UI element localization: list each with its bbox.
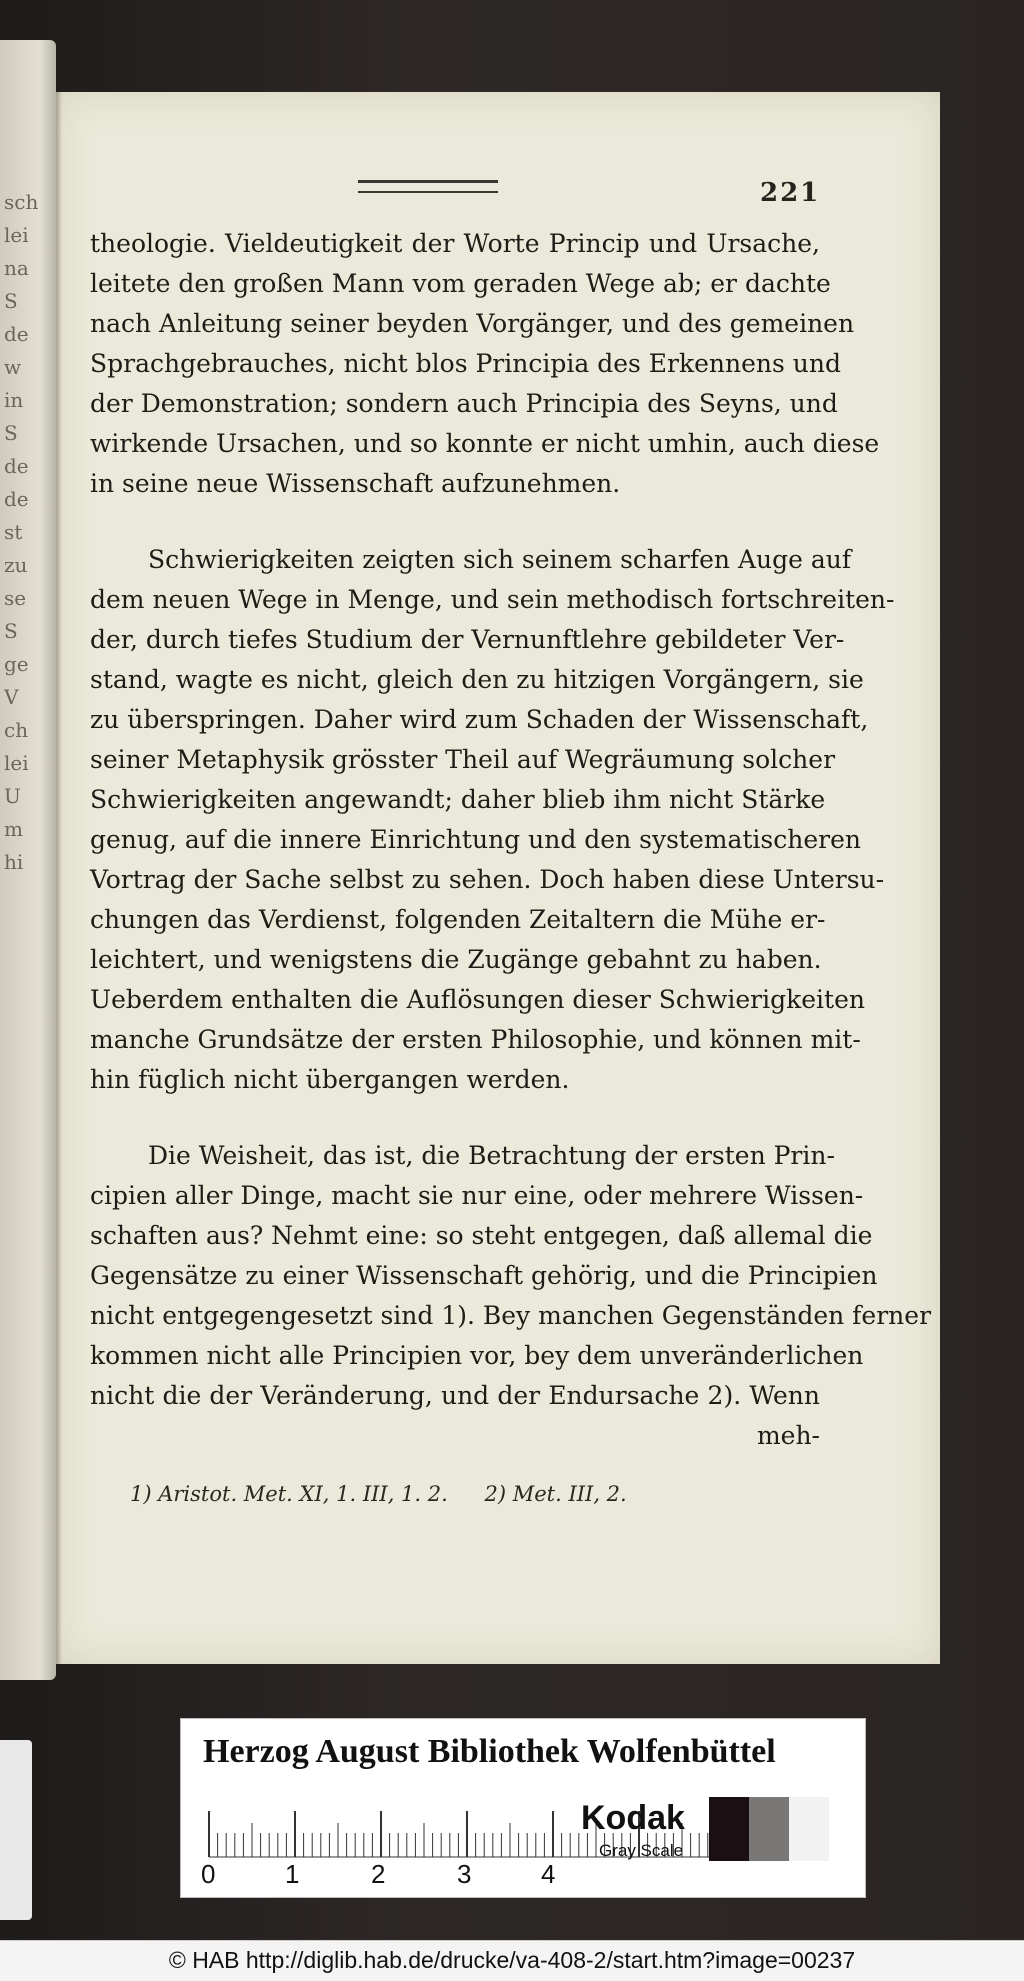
left-page-fragment: m [4, 817, 23, 841]
left-page-fragment: in [4, 388, 24, 412]
page-number: 221 [760, 178, 821, 208]
text-line: cipien aller Dinge, macht sie nur eine, oder mehrere Wissen- [90, 1181, 864, 1210]
page-shadow [56, 92, 62, 1664]
left-page-fragment: lei [4, 751, 29, 775]
left-page-fragment: se [4, 586, 27, 610]
text-line: nicht entgegengesetzt sind 1). Bey manchen Gegenständen ferner [90, 1301, 932, 1330]
text-line: Ueberdem enthalten die Auflösungen dieser Schwierigkeiten [90, 985, 865, 1014]
left-page-fragment: S [4, 421, 18, 445]
side-tab [0, 1740, 32, 1920]
left-page-fragment: de [4, 487, 29, 511]
left-page-fragment: st [4, 520, 23, 544]
library-name: Herzog August Bibliothek Wolfenbüttel [203, 1733, 776, 1770]
footnote-2: 2) Met. III, 2. [484, 1482, 627, 1506]
paragraph-gap [90, 504, 820, 540]
ruler-numbers [201, 1859, 761, 1889]
color-calibration-bar [180, 1718, 866, 1898]
text-line: der Demonstration; sondern auch Principia des Seyns, und [90, 389, 838, 418]
text-line: nach Anleitung seiner beyden Vorgänger, und des gemeinen [90, 309, 855, 338]
text-line: zu überspringen. Daher wird zum Schaden der Wissenschaft, [90, 705, 869, 734]
text-line: Schwierigkeiten zeigten sich seinem scharfen Auge auf [148, 545, 852, 574]
left-page-fragment: zu [4, 553, 28, 577]
left-page-fragment: de [4, 454, 29, 478]
left-page-fragment: ch [4, 718, 29, 742]
paragraph-gap [90, 1100, 820, 1136]
left-page-fragment: de [4, 322, 29, 346]
text-line: dem neuen Wege in Menge, und sein methodisch fortschreiten- [90, 585, 895, 614]
body-text [90, 224, 932, 1456]
header-rule [358, 180, 498, 193]
text-line: theologie. Vieldeutigkeit der Worte Princip und Ursache, [90, 229, 820, 258]
text-line: manche Grundsätze der ersten Philosophie, und können mit- [90, 1025, 861, 1054]
text-line: leichtert, und wenigstens die Zugänge gebahnt zu haben. [90, 945, 822, 974]
text-line: hin füglich nicht übergangen werden. [90, 1065, 570, 1094]
text-line: stand, wagte es nicht, gleich den zu hitzigen Vorgängern, sie [90, 665, 864, 694]
text-line: wirkende Ursachen, und so konnte er nicht umhin, auch diese [90, 429, 880, 458]
left-page-fragment: S [4, 619, 18, 643]
left-page-fragment: S [4, 289, 18, 313]
left-page-fragment: w [4, 355, 22, 379]
left-page-fragment: U [4, 784, 21, 808]
text-line: in seine neue Wissenschaft aufzunehmen. [90, 469, 621, 498]
kodak-logo: Kodak [581, 1799, 685, 1837]
text-line: Gegensätze zu einer Wissenschaft gehörig, und die Principien [90, 1261, 878, 1290]
text-line: nicht die der Veränderung, und der Endursache 2). Wenn [90, 1381, 820, 1410]
book-page [56, 92, 940, 1664]
text-line: chungen das Verdienst, folgenden Zeitaltern die Mühe er- [90, 905, 826, 934]
ruler-number-4: 4 [541, 1859, 556, 1889]
ruler-number-1: 1 [285, 1859, 300, 1889]
gray-swatch-light [789, 1797, 829, 1861]
text-line: Sprachgebrauches, nicht blos Principia des Erkennens und [90, 349, 842, 378]
text-line: meh- [756, 1421, 820, 1450]
left-page-fragment: sch [4, 190, 39, 214]
text-line: schaften aus? Nehmt eine: so steht entgegen, daß allemal die [90, 1221, 873, 1250]
gray-swatch-dark [709, 1797, 749, 1861]
ruler-number-2: 2 [371, 1859, 386, 1889]
ruler-number-3: 3 [457, 1859, 472, 1889]
text-line: kommen nicht alle Principien vor, bey dem unveränderlichen [90, 1341, 864, 1370]
text-line: leitete den großen Mann vom geraden Wege ab; er dachte [90, 269, 831, 298]
left-page-fragment: na [4, 256, 29, 280]
text-line: der, durch tiefes Studium der Vernunftlehre gebildeter Ver- [90, 625, 845, 654]
left-page-fragment: V [4, 685, 19, 709]
left-page-fragment: hi [4, 850, 24, 874]
copyright-url: © HAB http://diglib.hab.de/drucke/va-408-2/start.htm?image=00237 [168, 1947, 856, 1973]
left-page-fragment: lei [4, 223, 29, 247]
gray-swatch-mid [749, 1797, 789, 1861]
previous-page-edge [0, 40, 56, 1680]
ruler-number-0: 0 [201, 1859, 216, 1889]
left-page-fragment: ge [4, 652, 29, 676]
gray-scale-label: Gray Scale [599, 1841, 684, 1860]
text-line: Vortrag der Sache selbst zu sehen. Doch haben diese Untersu- [90, 865, 885, 894]
footnotes [130, 1482, 657, 1506]
text-line: seiner Metaphysik grösster Theil auf Wegräumung solcher [90, 745, 836, 774]
text-line: Die Weisheit, das ist, die Betrachtung der ersten Prin- [148, 1141, 835, 1170]
footnote-1: 1) Aristot. Met. XI, 1. III, 1. 2. [130, 1482, 448, 1506]
footer-bar [0, 1940, 1024, 1981]
text-line: genug, auf die innere Einrichtung und den systematischeren [90, 825, 861, 854]
text-line: Schwierigkeiten angewandt; daher blieb ihm nicht Stärke [90, 785, 826, 814]
